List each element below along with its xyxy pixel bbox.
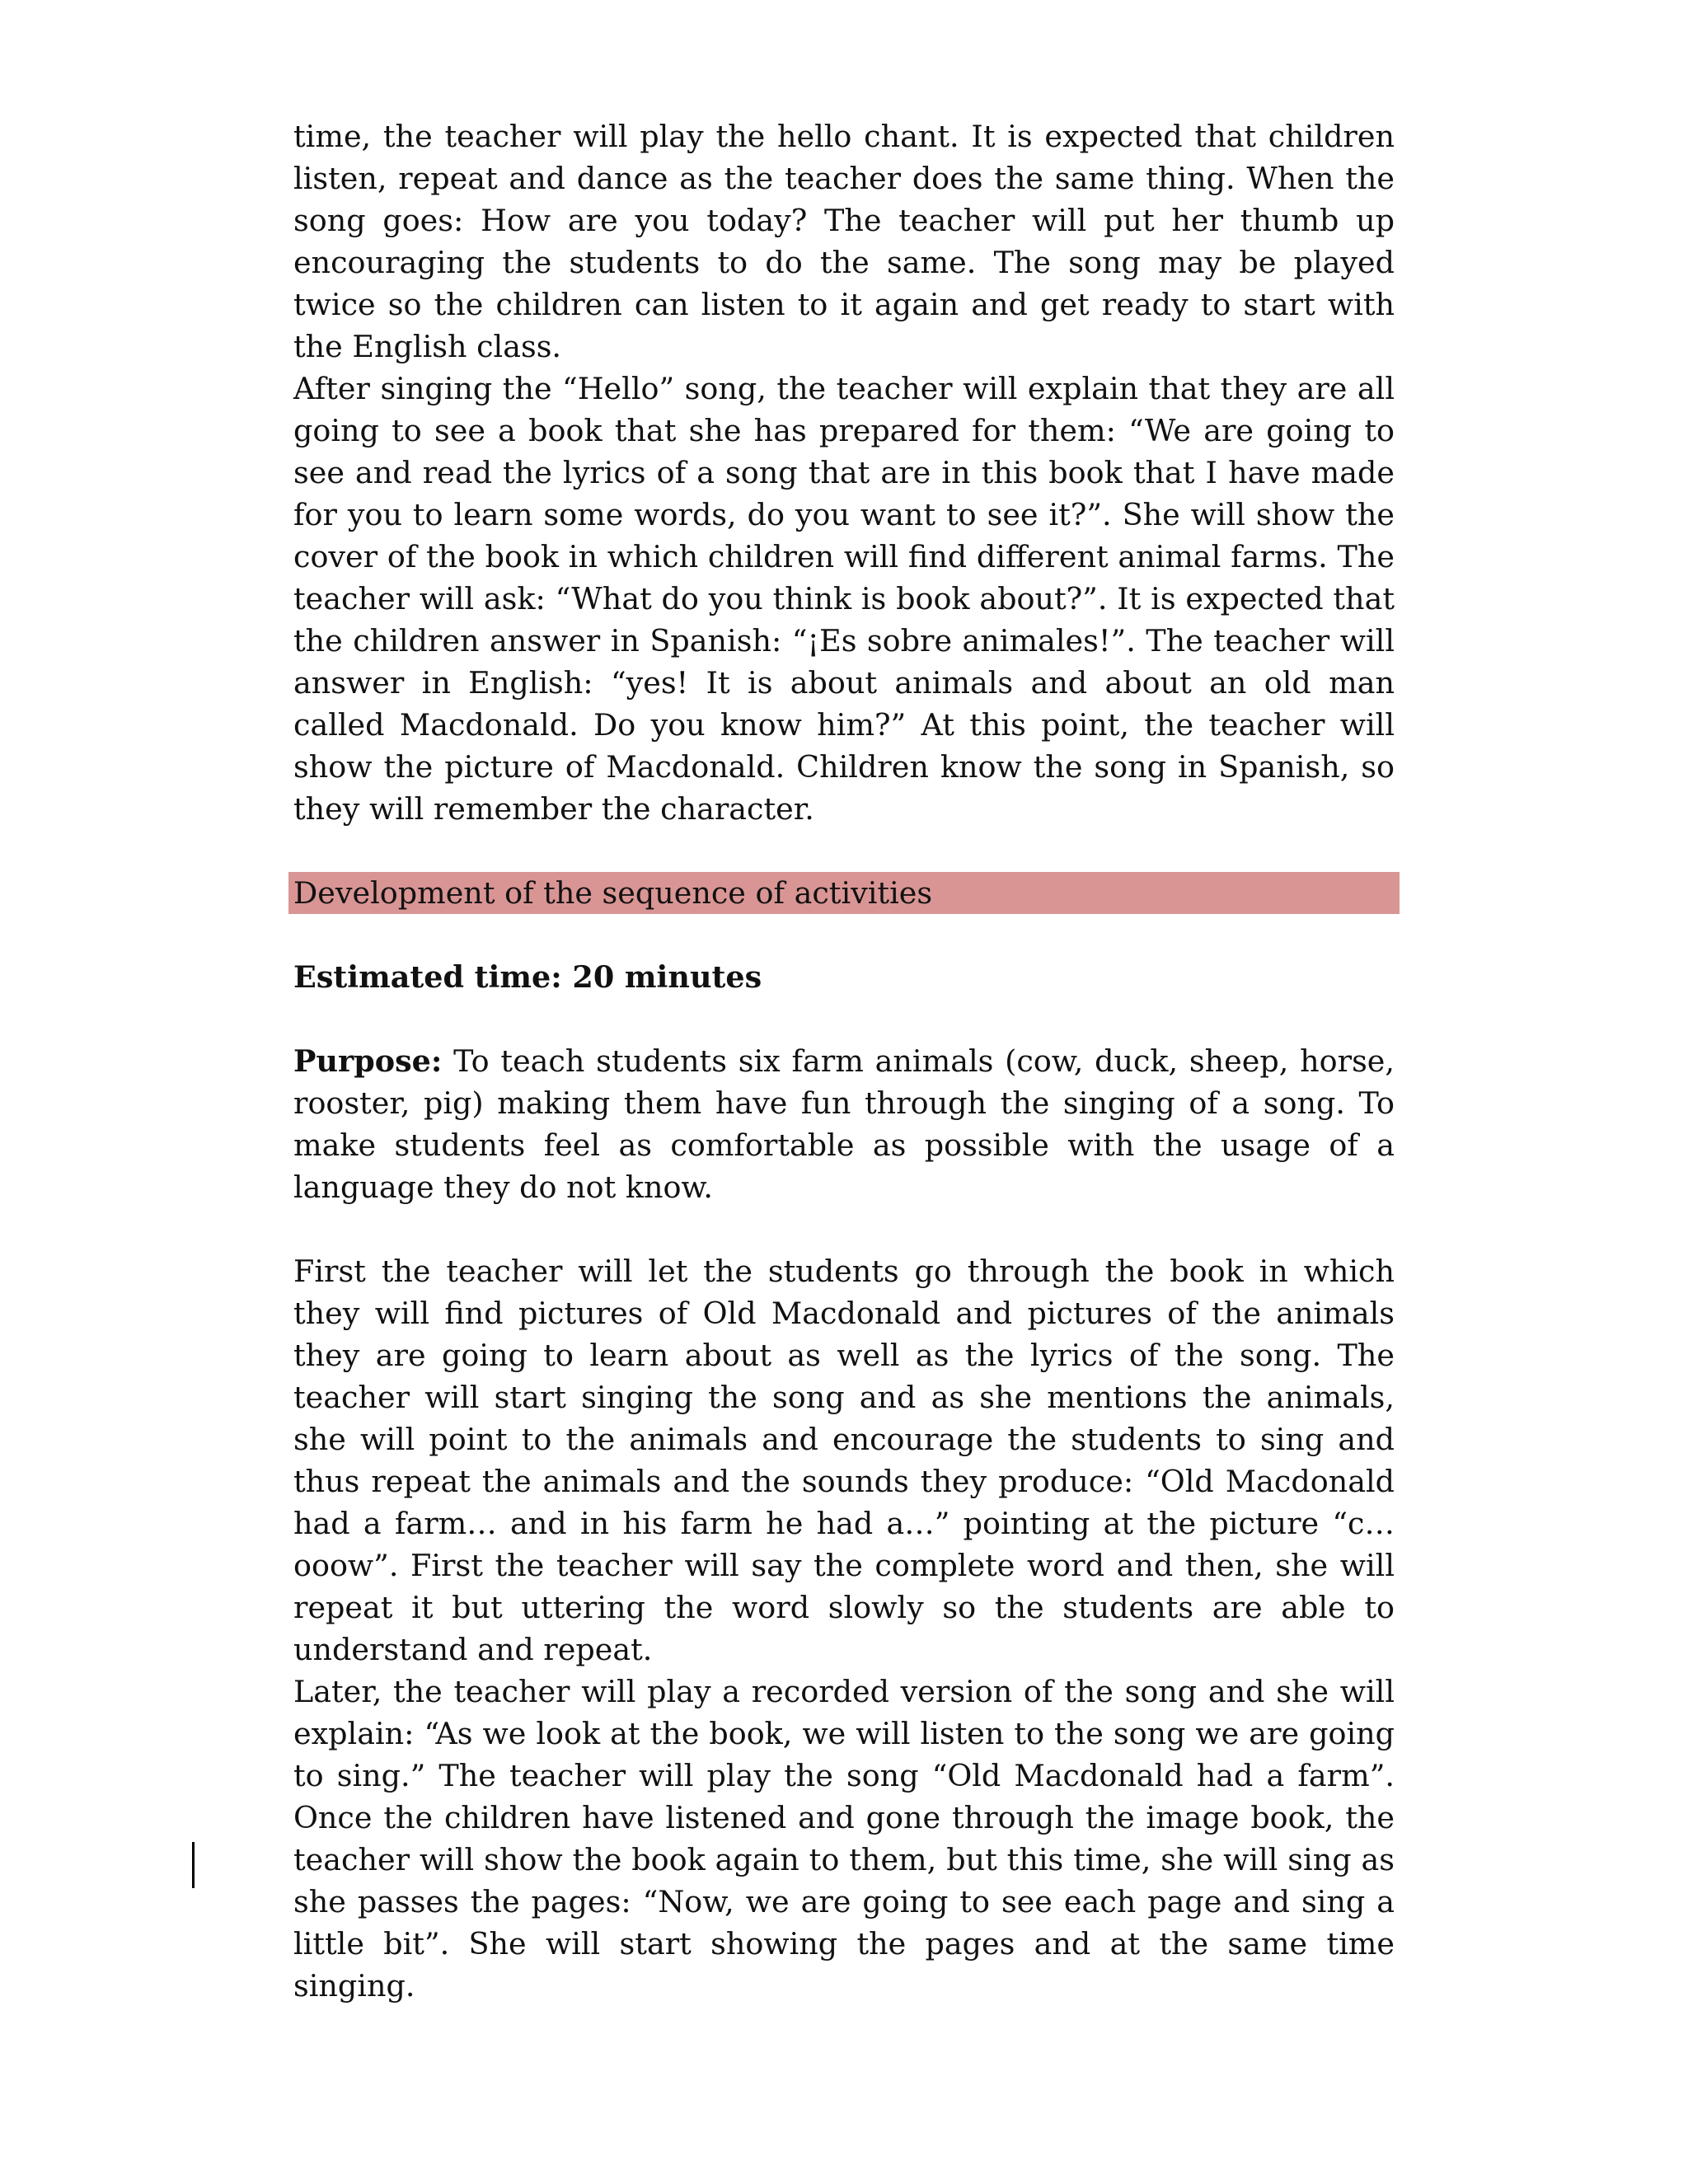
spacer	[293, 914, 1395, 956]
spacer	[293, 1208, 1395, 1250]
paragraph-singing-activity: First the teacher will let the students go through the book in which they will find pictures of Old Macdonald and pictures of the animals they are going to learn about as well as the lyrics of the song. The teacher will start singing the song and as she mentions the animals, she will point to the animals and encourage the students to sing and thus repeat the animals and the sounds they produce: “Old Macdonald had a farm… and in his farm he had a…” pointing at the picture “c… ooow”. First the teacher will say the complete word and then, she will repeat it but uttering the word slowly so the students are able to understand and repeat.	[293, 1254, 1395, 1667]
change-bar-marker	[192, 1842, 195, 1888]
purpose-label: Purpose:	[293, 1043, 443, 1079]
document-body	[293, 115, 1395, 2007]
purpose-text: To teach students six farm animals (cow, duck, sheep, horse, rooster, pig) making them have fun through the singing of a song. To make students feel as comfortable as possible with the usage of a language they do not know.	[293, 1043, 1395, 1205]
spacer	[293, 830, 1395, 872]
spacer	[293, 998, 1395, 1040]
paragraph-recorded-song: Later, the teacher will play a recorded version of the song and she will explain: “As we look at the book, we will listen to the song we are going to sing.” The teacher will play the song “Old Macdonald had a farm”. Once the children have listened and gone through the image book, the teacher will show the book again to them, but this time, she will sing as she passes the pages: “Now, we are going to see each page and sing a little bit”. She will start showing the pages and at the same time singing.	[293, 1674, 1395, 2004]
section-heading: Development of the sequence of activities	[288, 872, 1400, 914]
paragraph-hello-chant: time, the teacher will play the hello chant. It is expected that children listen, repeat and dance as the teacher does the same thing. When the song goes: How are you today? The teacher will put her thumb up encouraging the students to do the same. The song may be played twice so the children can listen to it again and get ready to start with the English class.	[293, 119, 1395, 364]
paragraph-purpose	[293, 1040, 1395, 1208]
estimated-time: Estimated time: 20 minutes	[293, 959, 762, 995]
paragraph-book-intro: After singing the “Hello” song, the teacher will explain that they are all going to see a book that she has prepared for them: “We are going to see and read the lyrics of a song that are in this book that I have made for you to learn some words, do you want to see it?”. She will show the cover of the book in which children will find different animal farms. The teacher will ask: “What do you think is book about?”. It is expected that the children answer in Spanish: “¡Es sobre animales!”. The teacher will answer in English: “yes! It is about animals and about an old man called Macdonald. Do you know him?” At this point, the teacher will show the picture of Macdonald. Children know the song in Spanish, so they will remember the character.	[293, 371, 1395, 827]
